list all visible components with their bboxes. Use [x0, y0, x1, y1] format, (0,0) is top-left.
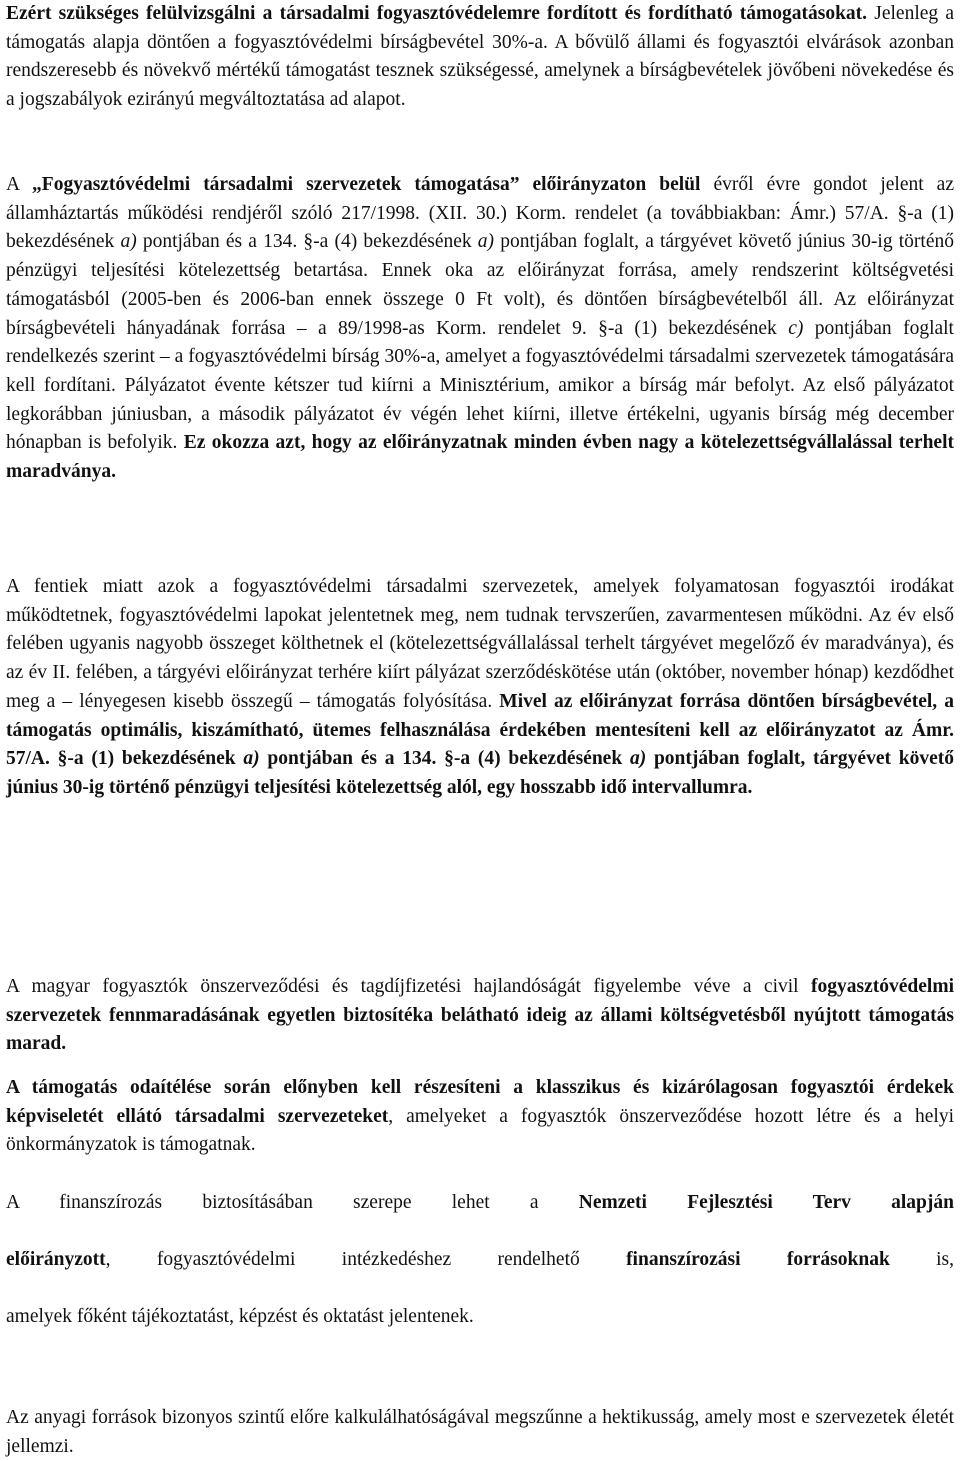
paragraph-2-text-4: pontjában foglalt, a tárgyévet követő június 30-ig történő pénzügyi teljesítési kötelezettség betartása. Ennek oka az előirányzat forrása, amely rendszerint költségvetési támogatásból (2005-ben és 2006-ban ennek összege 0 Ft volt), és döntően bírságbevételből áll. Az előirányzat bírságbevételi hányadának forrása – a 89/1998-as Korm. rendelet 9. §-a (1) bekezdésének: [6, 231, 954, 339]
paragraph-3-bold-3: pontjában foglalt, tárgyévet követő június 30-ig történő pénzügyi teljesítési kötelezettség alól, egy hosszabb idő intervallumra.: [6, 748, 954, 798]
paragraph-1-bold: Ezért szükséges felülvizsgálni a társadalmi fogyasztóvédelemre fordított és fordítható támogatásokat.: [6, 3, 868, 24]
paragraph-3-bold-italic-2: a): [629, 748, 647, 770]
paragraph-6-line-1: [6, 1189, 954, 1218]
paragraph-6-line-3-text: amelyek főként tájékoztatást, képzést és oktatást jelentenek.: [6, 1306, 474, 1327]
paragraph-4: [6, 973, 954, 1059]
paragraph-6-line-2-text-1: , fogyasztóvédelmi intézkedéshez rendelhető: [105, 1249, 627, 1270]
paragraph-2-bold-2: Ez okozza azt, hogy az előirányzatnak minden évben nagy a kötelezettségvállalással terhelt maradványa.: [6, 432, 954, 483]
paragraph-2-italic-3: c): [788, 317, 804, 339]
paragraph-1: [6, 0, 954, 115]
paragraph-4-bold-1: fogyasztóvédelmi szervezetek fennmaradásának egyetlen biztosítéka belátható ideig az állami költségvetésből nyújtott támogatás marad.: [6, 976, 954, 1055]
paragraph-3: [6, 573, 954, 803]
paragraph-3-bold-italic-1: a): [243, 748, 260, 770]
paragraph-2-text-3: pontjában és a 134. §-a (4) bekezdésének: [136, 231, 478, 253]
paragraph-6-line-1-bold: Nemzeti Fejlesztési Terv alapján: [578, 1192, 954, 1213]
paragraph-3-bold-2: pontjában és a 134. §-a (4) bekezdésének: [259, 748, 630, 770]
paragraph-6-line-2: [6, 1246, 954, 1275]
paragraph-4-text-1: A magyar fogyasztók önszerveződési és tagdíjfizetési hajlandóságát figyelembe véve a civil: [6, 976, 812, 997]
paragraph-2-text-5: pontjában foglalt rendelkezés szerint – a fogyasztóvédelmi bírság 30%-a, amelyet a fogyasztóvédelmi társadalmi szervezetek támogatására kell fordítani. Pályázatot évente kétszer tud kiírni a Minisztérium, amikor a bírság már befolyt. Az első pályázatot legkorábban júniusban, a második pályázatot év végén lehet kiírni, illetve értékelni, ugyanis bírság még december hónapban is befolyik.: [6, 317, 954, 454]
paragraph-6-line-1-text: A finanszírozás biztosításában szerepe lehet a: [6, 1192, 579, 1213]
paragraph-7: [6, 1404, 954, 1461]
paragraph-1-text: Jelenleg a támogatás alapja döntően a fogyasztóvédelmi bírságbevétel 30%-a. A bővülő állami és fogyasztói elvárások azonban rendszeresebb és növekvő mértékű támogatást tesznek szükségessé, amelynek a bírságbevételek jövőbeni növekedése és a jogszabályok ezirányú megváltoztatása ad alapot.: [6, 3, 954, 111]
paragraph-2-text-1: A: [6, 174, 33, 195]
paragraph-3-text-1: A fentiek miatt azok a fogyasztóvédelmi társadalmi szervezetek, amelyek folyamatosan fogyasztói irodákat működtetnek, fogyasztóvédelmi lapokat jelentetnek meg, nem tudnak tervszerűen, zavarmentesen működni. Az év első felében ugyanis nagyobb összeget költhetnek el (kötelezettségvállalással terhelt tárgyévet megelőző év maradványa), és az év II. felében, a tárgyévi előirányzat terhére kiírt pályázat szerződéskötése után (október, november hónap) kezdődhet meg a – lényegesen kisebb összegű – támogatás folyósítása.: [6, 576, 954, 712]
paragraph-5: [6, 1074, 954, 1160]
paragraph-6-line-2-bold-2: finanszírozási forrásoknak: [626, 1249, 890, 1270]
paragraph-6-line-3: [6, 1303, 954, 1332]
paragraph-6-line-2-text-2: is,: [889, 1249, 954, 1270]
paragraph-2-text-2: évről évre gondot jelent az államháztartás működési rendjéről szóló 217/1998. (XII. 30.) Korm. rendelet (a továbbiakban: Ámr.) 57/A. §-a (1) bekezdésének: [6, 174, 954, 253]
paragraph-2-italic-2: a): [477, 231, 495, 253]
paragraph-7-text-1: Az anyagi források bizonyos szintű előre kalkulálhatóságával megszűnne a hektikusság, amely most e szervezetek életét jellemzi.: [6, 1407, 954, 1457]
paragraph-5-bold-1: A támogatás odaítélése során előnyben kell részesíteni a klasszikus és kizárólagosan fogyasztói érdekek képviseletét ellátó társadalmi szervezeteket: [6, 1077, 954, 1127]
paragraph-2: [6, 171, 954, 487]
paragraph-2-italic-1: a): [120, 231, 137, 253]
paragraph-2-bold-1: „Fogyasztóvédelmi társadalmi szervezetek támogatása” előirányzaton belül: [32, 174, 701, 195]
paragraph-6-line-2-bold-1: előirányzott: [6, 1249, 106, 1270]
paragraph-3-bold-1: Mivel az előirányzat forrása döntően bírságbevétel, a támogatás optimális, kiszámítható, ütemes felhasználása érdekében mentesíteni kell az előirányzatot az Ámr. 57/A. §-a (1) bekezdésének: [6, 690, 954, 770]
paragraph-5-text-1: , amelyeket a fogyasztók önszerveződése hozott létre és a helyi önkormányzatok is támogatnak.: [6, 1105, 954, 1156]
